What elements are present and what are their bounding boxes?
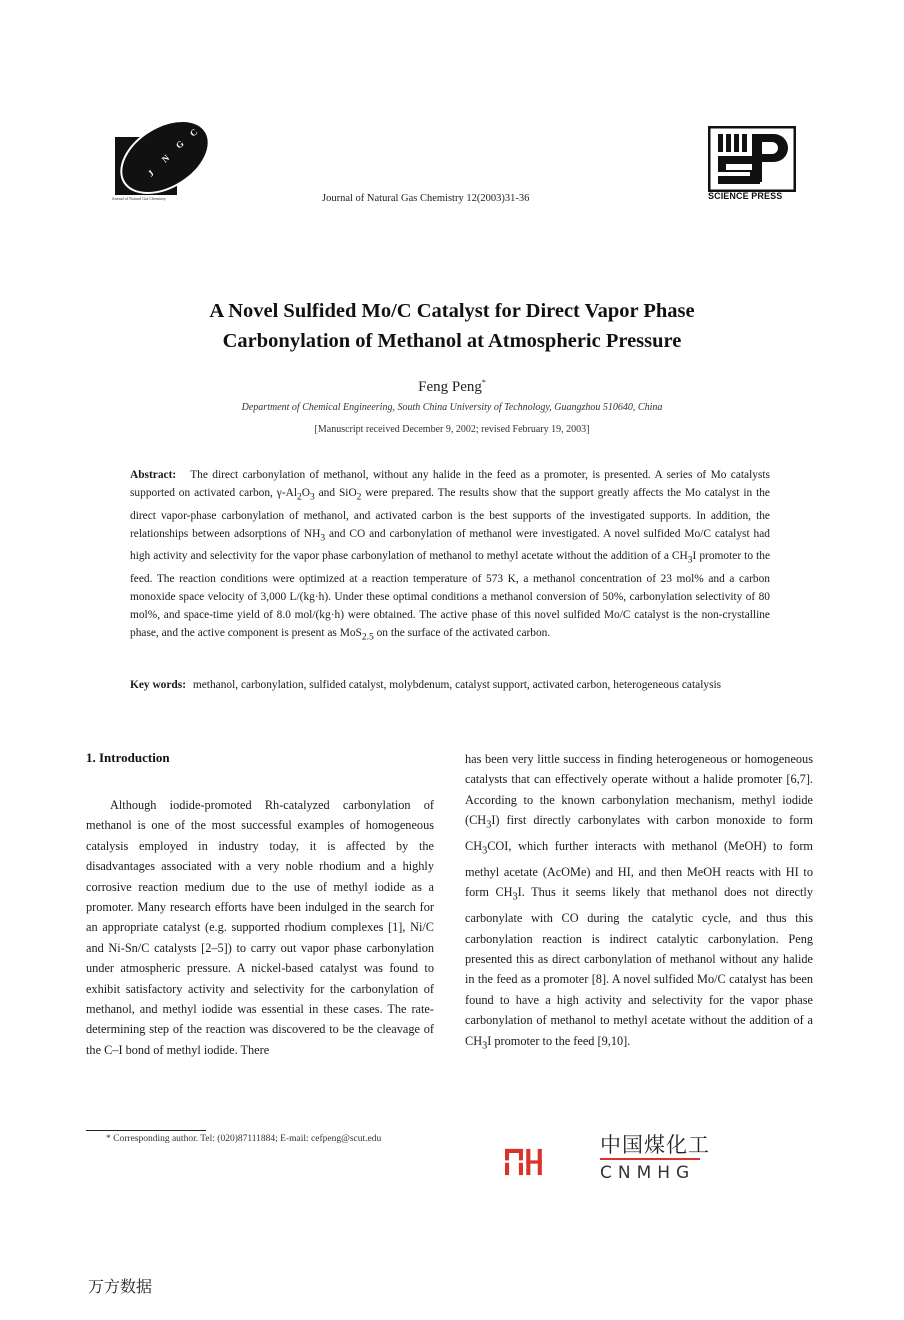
cnmhg-logo-icon bbox=[505, 1130, 595, 1194]
sub: 3 bbox=[320, 533, 326, 544]
article-title bbox=[80, 296, 824, 356]
corresponding-author-footnote: * Corresponding author. Tel: (020)87111884; E-mail: cefpeng@scut.edu bbox=[106, 1134, 382, 1144]
svg-text:N: N bbox=[159, 152, 172, 165]
abstract bbox=[130, 466, 770, 647]
intro-left-column: Although iodide-promoted Rh-catalyzed carbonylation of methanol is one of the most successful examples of homogeneous catalysis employed in industry today, it is affected by the disadvantages associated with a very noble rhodium and a highly corrosive reaction medium due to the use of methyl iodide as a promoter. Many research efforts have been indulged in the search for an appropriate catalyst (e.g. supported rhodium complexes [1], Ni/C and Ni-Sn/C catalysts [2–5]) to carry out vapor phase carbonylation under atmospheric pressure. A nickel-based catalyst was found to exhibit satisfactory activity and selectivity for the carbonylation of methanol, and methyl iodide was essential in these cases. The rate-determining step of the reaction was discovered to be the cleavage of the C–I bond of methyl iodide. There bbox=[86, 798, 434, 1057]
author-name bbox=[0, 378, 904, 396]
journal-citation: Journal of Natural Gas Chemistry 12(2003)31-36 bbox=[322, 193, 530, 204]
abstract-text: The direct carbonylation of methanol, without any halide in the feed as a promoter, is presented. A series of Mo catalysts supported on activated carbon, γ-Al bbox=[130, 469, 770, 500]
abstract-text: I promoter to the feed. The reaction conditions were optimized at a reaction temperature of 573 K, a methanol concentration of 23 mol% and a carbon monoxide space velocity of 3,000 L/(kg·h). Under these optimal conditions a methanol conversion of 50%, carbonylation selectivity of 80 mol%, and space-time yield of 8.0 mol/(kg·h) were obtained. The active phase of this novel sulfided Mo/C catalyst is the non-crystalline phase, and the active component is present as MoS bbox=[130, 550, 770, 640]
section-heading-introduction: 1. Introduction bbox=[86, 750, 170, 765]
cnmhg-watermark-chinese: 中国煤化工 bbox=[600, 1133, 710, 1157]
svg-text:J: J bbox=[145, 167, 156, 179]
cnmhg-divider bbox=[600, 1158, 700, 1160]
title-line-1: A Novel Sulfided Mo/C Catalyst for Direct Vapor Phase bbox=[209, 300, 695, 322]
body-text: I) first directly carbonylates with carbon monoxide to form CH bbox=[465, 813, 813, 854]
body-text: I. Thus it seems likely that methanol does not directly carbonylate with CO during the catalytic cycle, and thus this carbonylation reaction is indirect catalytic carbonylation. Peng presented this as direct carbonylation of methanol without any halide in the feed as a promoter [8]. A novel sulfided Mo/C catalyst has been found to have a high activity and selectivity for the vapor phase carbonylation of methanol to methyl acetate without the addition of a CH bbox=[465, 885, 813, 1048]
jngc-journal-logo bbox=[113, 115, 213, 205]
wanfang-watermark: 万方数据 bbox=[88, 1277, 153, 1296]
footnote-divider bbox=[86, 1130, 206, 1131]
svg-text:C: C bbox=[187, 126, 200, 139]
abstract-label: Abstract: bbox=[130, 469, 177, 481]
sub: 3 bbox=[482, 1040, 488, 1052]
sub: 3 bbox=[512, 891, 518, 903]
keywords-label: Key words: bbox=[130, 679, 186, 691]
manuscript-dates: [Manuscript received December 9, 2002; revised February 19, 2003] bbox=[314, 424, 590, 435]
author-affiliation: Department of Chemical Engineering, South China University of Technology, Guangzhou 510640, China bbox=[241, 402, 663, 413]
author-footnote-mark: * bbox=[481, 378, 486, 387]
science-press-caption: SCIENCE PRESS bbox=[708, 191, 783, 201]
keywords bbox=[130, 676, 770, 694]
sub: 3 bbox=[486, 819, 492, 831]
sub: 2 bbox=[297, 492, 302, 503]
abstract-text: O bbox=[301, 487, 310, 500]
science-press-logo bbox=[708, 126, 796, 192]
svg-text:G: G bbox=[173, 138, 186, 151]
sub: 3 bbox=[482, 845, 488, 857]
abstract-text: on the surface of the activated carbon. bbox=[373, 627, 551, 640]
abstract-text: and SiO bbox=[314, 487, 357, 500]
abstract-text: and CO and carbonylation of methanol were investigated. A novel sulfided Mo/C catalyst had high activity and selectivity for the vapor phase carbonylation of methanol to methyl acetate without the addition of a CH bbox=[130, 527, 770, 563]
sub: 3 bbox=[687, 555, 693, 566]
intro-right-column bbox=[465, 749, 813, 1057]
cnmhg-watermark-english: CNMHG bbox=[600, 1163, 696, 1183]
body-text: COI, which further interacts with methanol (MeOH) to form methyl acetate (AcOMe) and HI, and then MeOH reacts with HI to form CH bbox=[465, 839, 813, 900]
author-text: Feng Peng bbox=[418, 379, 482, 395]
body-text: has been very little success in finding heterogeneous or homogeneous catalysts that can effectively operate without a halide promoter [6,7]. According to the known carbonylation mechanism, methyl iodide (CH bbox=[465, 752, 813, 828]
sub: 2.5 bbox=[361, 632, 374, 643]
keywords-text: methanol, carbonylation, sulfided catalyst, molybdenum, catalyst support, activated carbon, heterogeneous catalysis bbox=[192, 679, 722, 691]
body-text: I promoter to the feed [9,10]. bbox=[487, 1033, 631, 1048]
abstract-text: were prepared. The results show that the support greatly affects the Mo catalyst in the direct vapor-phase carbonylation of methanol, and activated carbon is the best supports of the investigated supports. In addition, the relationships between adsorptions of NH bbox=[130, 487, 770, 540]
title-line-2: Carbonylation of Methanol at Atmospheric Pressure bbox=[222, 330, 682, 352]
sub: 2 bbox=[356, 492, 362, 503]
jngc-logo-caption: Journal of Natural Gas Chemistry bbox=[112, 196, 166, 201]
sub: 3 bbox=[309, 492, 315, 503]
